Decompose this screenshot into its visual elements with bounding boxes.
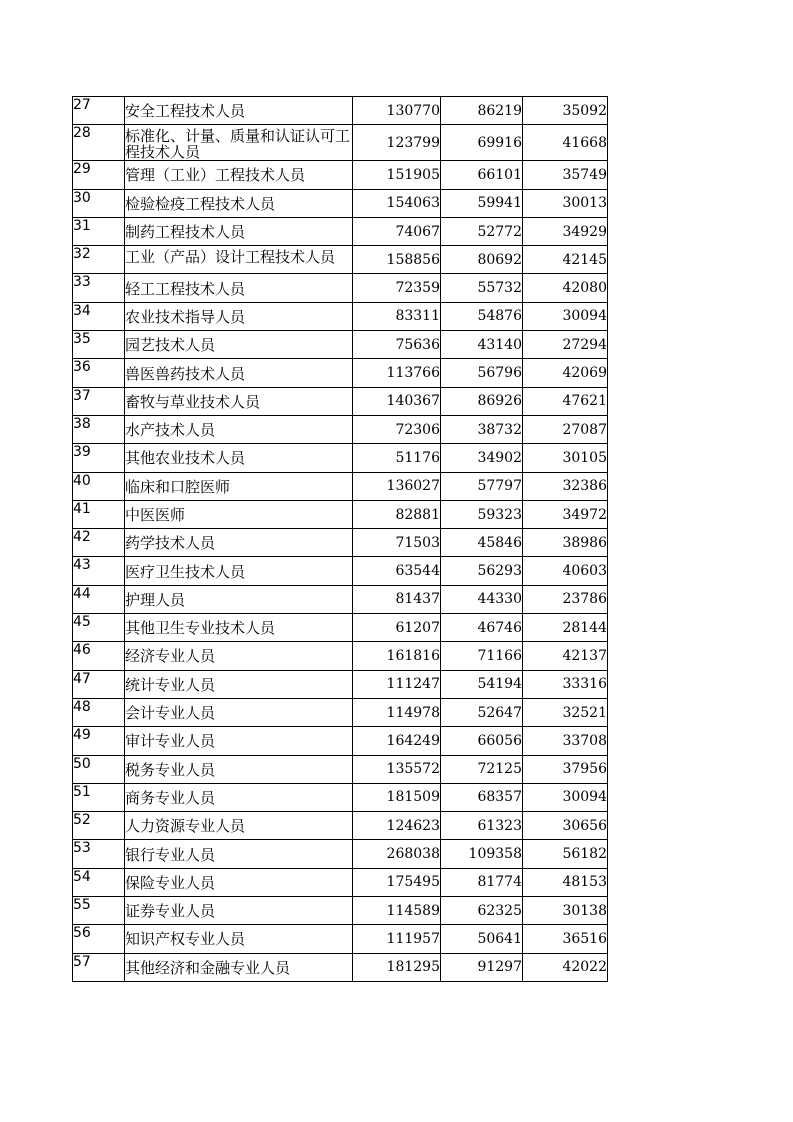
value-a: 75636 [353, 331, 441, 359]
value-a: 82881 [353, 500, 441, 528]
occupation-salary-table [72, 96, 608, 982]
value-a: 161816 [353, 642, 441, 670]
value-a: 63544 [353, 557, 441, 585]
row-index: 30 [73, 189, 125, 217]
value-c: 34972 [523, 500, 608, 528]
table-row [73, 698, 608, 726]
table-row [73, 840, 608, 868]
value-b: 80692 [441, 246, 523, 274]
value-a: 71503 [353, 529, 441, 557]
occupation-name: 统计专业人员 [125, 670, 353, 698]
table-row [73, 925, 608, 953]
value-a: 113766 [353, 359, 441, 387]
value-a: 114589 [353, 897, 441, 925]
value-c: 30094 [523, 302, 608, 330]
occupation-name: 农业技术指导人员 [125, 302, 353, 330]
occupation-name: 其他经济和金融专业人员 [125, 953, 353, 981]
value-a: 151905 [353, 161, 441, 189]
value-a: 140367 [353, 387, 441, 415]
occupation-name: 检验检疫工程技术人员 [125, 189, 353, 217]
occupation-name: 知识产权专业人员 [125, 925, 353, 953]
value-a: 51176 [353, 444, 441, 472]
table-row [73, 97, 608, 125]
value-b: 59941 [441, 189, 523, 217]
table-row [73, 500, 608, 528]
row-index: 44 [73, 585, 125, 613]
table-row [73, 444, 608, 472]
value-c: 42137 [523, 642, 608, 670]
value-a: 268038 [353, 840, 441, 868]
value-b: 54194 [441, 670, 523, 698]
value-c: 33708 [523, 727, 608, 755]
value-a: 81437 [353, 585, 441, 613]
value-c: 56182 [523, 840, 608, 868]
table-row [73, 529, 608, 557]
value-b: 55732 [441, 274, 523, 302]
row-index: 40 [73, 472, 125, 500]
value-b: 81774 [441, 868, 523, 896]
table-row [73, 812, 608, 840]
occupation-name: 兽医兽药技术人员 [125, 359, 353, 387]
row-index: 52 [73, 812, 125, 840]
value-c: 27294 [523, 331, 608, 359]
value-a: 111957 [353, 925, 441, 953]
value-c: 32521 [523, 698, 608, 726]
row-index: 47 [73, 670, 125, 698]
value-a: 114978 [353, 698, 441, 726]
value-b: 38732 [441, 415, 523, 443]
table-row [73, 727, 608, 755]
value-c: 37956 [523, 755, 608, 783]
occupation-name: 制药工程技术人员 [125, 217, 353, 245]
value-b: 59323 [441, 500, 523, 528]
table-row [73, 783, 608, 811]
occupation-name: 证券专业人员 [125, 897, 353, 925]
row-index: 43 [73, 557, 125, 585]
table-row [73, 897, 608, 925]
row-index: 33 [73, 274, 125, 302]
value-c: 30013 [523, 189, 608, 217]
value-c: 42080 [523, 274, 608, 302]
value-a: 74067 [353, 217, 441, 245]
value-b: 57797 [441, 472, 523, 500]
value-b: 69916 [441, 125, 523, 161]
row-index: 48 [73, 698, 125, 726]
value-a: 83311 [353, 302, 441, 330]
occupation-name: 畜牧与草业技术人员 [125, 387, 353, 415]
table-row [73, 670, 608, 698]
occupation-name: 经济专业人员 [125, 642, 353, 670]
table-row [73, 387, 608, 415]
value-c: 30094 [523, 783, 608, 811]
value-b: 62325 [441, 897, 523, 925]
table-row [73, 614, 608, 642]
value-c: 40603 [523, 557, 608, 585]
value-c: 27087 [523, 415, 608, 443]
row-index: 35 [73, 331, 125, 359]
value-c: 42022 [523, 953, 608, 981]
row-index: 32 [73, 246, 125, 274]
value-b: 34902 [441, 444, 523, 472]
row-index: 56 [73, 925, 125, 953]
value-a: 158856 [353, 246, 441, 274]
occupation-name: 药学技术人员 [125, 529, 353, 557]
value-a: 72306 [353, 415, 441, 443]
value-b: 52772 [441, 217, 523, 245]
row-index: 36 [73, 359, 125, 387]
value-b: 54876 [441, 302, 523, 330]
value-c: 30138 [523, 897, 608, 925]
value-c: 36516 [523, 925, 608, 953]
table-row [73, 642, 608, 670]
occupation-name: 保险专业人员 [125, 868, 353, 896]
value-a: 164249 [353, 727, 441, 755]
occupation-name: 标准化、计量、质量和认证认可工程技术人员 [125, 125, 353, 161]
value-c: 34929 [523, 217, 608, 245]
row-index: 50 [73, 755, 125, 783]
row-index: 34 [73, 302, 125, 330]
value-b: 56293 [441, 557, 523, 585]
value-b: 68357 [441, 783, 523, 811]
table-row [73, 472, 608, 500]
row-index: 51 [73, 783, 125, 811]
occupation-name: 轻工工程技术人员 [125, 274, 353, 302]
value-b: 71166 [441, 642, 523, 670]
table-row [73, 161, 608, 189]
row-index: 27 [73, 97, 125, 125]
occupation-name: 园艺技术人员 [125, 331, 353, 359]
table-row [73, 415, 608, 443]
value-a: 111247 [353, 670, 441, 698]
value-c: 41668 [523, 125, 608, 161]
value-c: 23786 [523, 585, 608, 613]
row-index: 53 [73, 840, 125, 868]
occupation-name: 其他农业技术人员 [125, 444, 353, 472]
row-index: 41 [73, 500, 125, 528]
row-index: 31 [73, 217, 125, 245]
value-b: 43140 [441, 331, 523, 359]
value-b: 44330 [441, 585, 523, 613]
value-b: 91297 [441, 953, 523, 981]
table-row [73, 246, 608, 274]
value-a: 181509 [353, 783, 441, 811]
value-c: 30656 [523, 812, 608, 840]
value-b: 86219 [441, 97, 523, 125]
table-body [73, 97, 608, 982]
occupation-name: 审计专业人员 [125, 727, 353, 755]
value-c: 42069 [523, 359, 608, 387]
value-a: 130770 [353, 97, 441, 125]
value-c: 28144 [523, 614, 608, 642]
value-b: 52647 [441, 698, 523, 726]
value-a: 181295 [353, 953, 441, 981]
row-index: 46 [73, 642, 125, 670]
value-b: 66056 [441, 727, 523, 755]
occupation-name: 中医医师 [125, 500, 353, 528]
occupation-name: 银行专业人员 [125, 840, 353, 868]
value-c: 33316 [523, 670, 608, 698]
value-a: 123799 [353, 125, 441, 161]
value-a: 61207 [353, 614, 441, 642]
value-a: 135572 [353, 755, 441, 783]
row-index: 54 [73, 868, 125, 896]
table-row [73, 755, 608, 783]
value-b: 72125 [441, 755, 523, 783]
occupation-name: 商务专业人员 [125, 783, 353, 811]
value-c: 32386 [523, 472, 608, 500]
occupation-name: 临床和口腔医师 [125, 472, 353, 500]
value-b: 109358 [441, 840, 523, 868]
table-row [73, 189, 608, 217]
value-b: 86926 [441, 387, 523, 415]
value-b: 66101 [441, 161, 523, 189]
row-index: 49 [73, 727, 125, 755]
value-b: 61323 [441, 812, 523, 840]
occupation-name: 护理人员 [125, 585, 353, 613]
occupation-name: 其他卫生专业技术人员 [125, 614, 353, 642]
table-row [73, 125, 608, 161]
value-b: 46746 [441, 614, 523, 642]
table-row [73, 359, 608, 387]
row-index: 28 [73, 125, 125, 161]
value-a: 175495 [353, 868, 441, 896]
occupation-name: 管理（工业）工程技术人员 [125, 161, 353, 189]
table-row [73, 953, 608, 981]
row-index: 45 [73, 614, 125, 642]
value-b: 45846 [441, 529, 523, 557]
row-index: 38 [73, 415, 125, 443]
occupation-name: 人力资源专业人员 [125, 812, 353, 840]
table-row [73, 585, 608, 613]
row-index: 29 [73, 161, 125, 189]
value-c: 35749 [523, 161, 608, 189]
table-row [73, 557, 608, 585]
table-row [73, 868, 608, 896]
value-c: 48153 [523, 868, 608, 896]
value-a: 124623 [353, 812, 441, 840]
occupation-name: 会计专业人员 [125, 698, 353, 726]
occupation-name: 安全工程技术人员 [125, 97, 353, 125]
table-row [73, 274, 608, 302]
value-c: 35092 [523, 97, 608, 125]
occupation-name: 税务专业人员 [125, 755, 353, 783]
value-a: 154063 [353, 189, 441, 217]
row-index: 42 [73, 529, 125, 557]
value-b: 50641 [441, 925, 523, 953]
value-b: 56796 [441, 359, 523, 387]
table-row [73, 302, 608, 330]
row-index: 55 [73, 897, 125, 925]
row-index: 39 [73, 444, 125, 472]
row-index: 37 [73, 387, 125, 415]
value-a: 72359 [353, 274, 441, 302]
occupation-name: 水产技术人员 [125, 415, 353, 443]
row-index: 57 [73, 953, 125, 981]
occupation-name: 医疗卫生技术人员 [125, 557, 353, 585]
value-c: 38986 [523, 529, 608, 557]
table-row [73, 331, 608, 359]
value-c: 47621 [523, 387, 608, 415]
occupation-name: 工业（产品）设计工程技术人员 [125, 246, 353, 274]
value-c: 42145 [523, 246, 608, 274]
value-a: 136027 [353, 472, 441, 500]
value-c: 30105 [523, 444, 608, 472]
table-row [73, 217, 608, 245]
